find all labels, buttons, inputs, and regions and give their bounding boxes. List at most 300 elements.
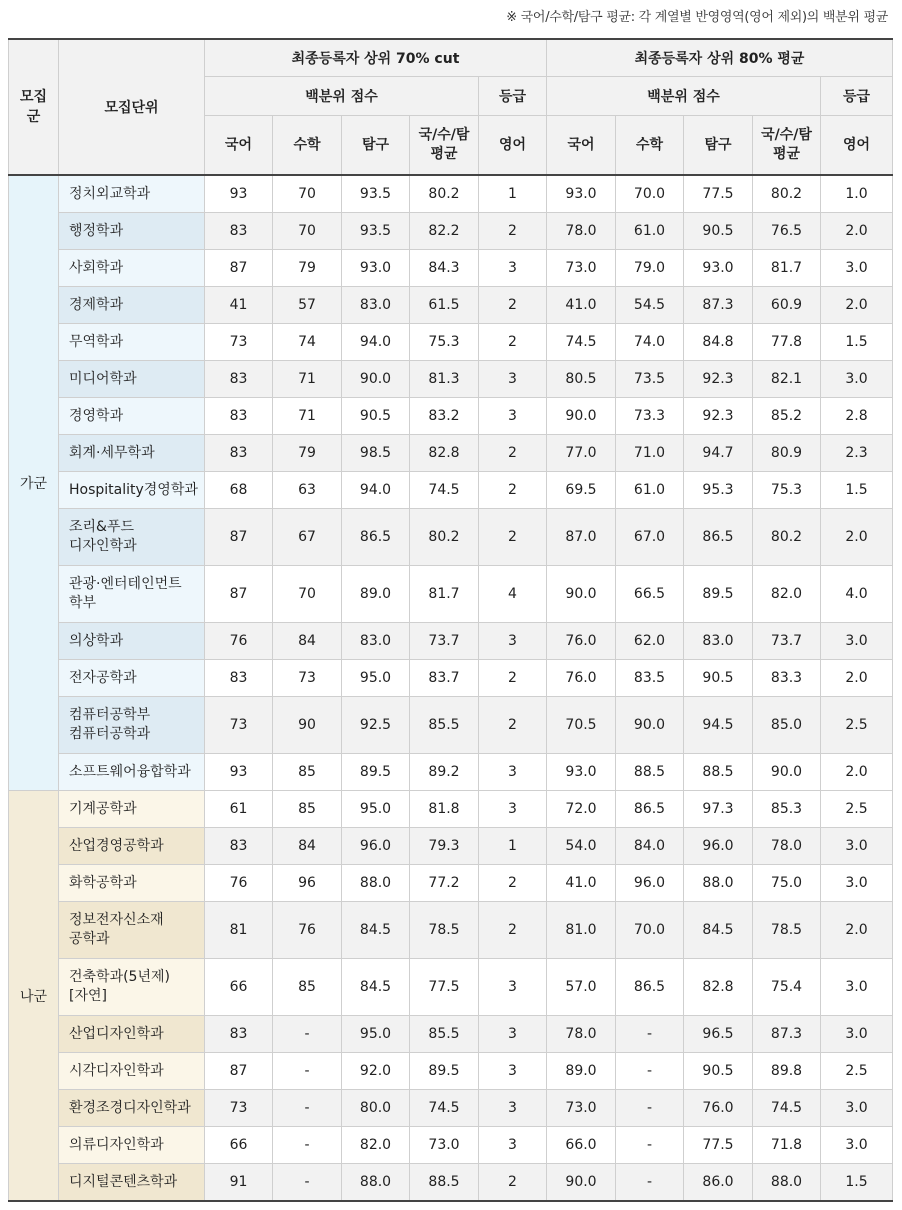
value-cell: 87 bbox=[205, 1053, 273, 1090]
table-row bbox=[9, 902, 893, 959]
value-cell: 90.5 bbox=[684, 213, 753, 250]
value-cell: 77.5 bbox=[684, 175, 753, 213]
value-cell: 85.5 bbox=[410, 697, 479, 754]
unit-cell: 전자공학과 bbox=[59, 660, 205, 697]
unit-cell: 의류디자인학과 bbox=[59, 1127, 205, 1164]
value-cell: 78.5 bbox=[410, 902, 479, 959]
value-cell: 84.3 bbox=[410, 250, 479, 287]
value-cell: 3.0 bbox=[821, 1090, 893, 1127]
unit-cell: 경제학과 bbox=[59, 287, 205, 324]
value-cell: 4.0 bbox=[821, 566, 893, 623]
value-cell: 77.8 bbox=[753, 324, 821, 361]
value-cell: 61 bbox=[205, 791, 273, 828]
unit-cell: 미디어학과 bbox=[59, 361, 205, 398]
value-cell: 2 bbox=[479, 287, 547, 324]
unit-cell: 디지털콘텐츠학과 bbox=[59, 1164, 205, 1202]
value-cell: 92.5 bbox=[342, 697, 410, 754]
value-cell: 90.0 bbox=[547, 398, 616, 435]
value-cell: 89.2 bbox=[410, 754, 479, 791]
value-cell: 98.5 bbox=[342, 435, 410, 472]
value-cell: 62.0 bbox=[616, 623, 684, 660]
unit-cell: 시각디자인학과 bbox=[59, 1053, 205, 1090]
value-cell: - bbox=[616, 1053, 684, 1090]
table-body bbox=[9, 175, 893, 1201]
value-cell: 57.0 bbox=[547, 959, 616, 1016]
value-cell: 2.0 bbox=[821, 213, 893, 250]
value-cell: 2 bbox=[479, 213, 547, 250]
table-row bbox=[9, 472, 893, 509]
value-cell: 77.0 bbox=[547, 435, 616, 472]
col-avg-80: 국/수/탐 평균 bbox=[753, 116, 821, 176]
value-cell: 73.7 bbox=[753, 623, 821, 660]
value-cell: 3 bbox=[479, 361, 547, 398]
value-cell: 78.0 bbox=[547, 1016, 616, 1053]
unit-header: 모집단위 bbox=[59, 39, 205, 175]
table-row bbox=[9, 435, 893, 472]
value-cell: 41.0 bbox=[547, 287, 616, 324]
value-cell: 90.5 bbox=[684, 1053, 753, 1090]
grade-header-80: 등급 bbox=[821, 77, 893, 116]
value-cell: 2.8 bbox=[821, 398, 893, 435]
value-cell: 2 bbox=[479, 902, 547, 959]
value-cell: 70 bbox=[273, 175, 342, 213]
value-cell: 2.3 bbox=[821, 435, 893, 472]
value-cell: 74 bbox=[273, 324, 342, 361]
unit-cell: 컴퓨터공학부 컴퓨터공학과 bbox=[59, 697, 205, 754]
value-cell: 88.5 bbox=[616, 754, 684, 791]
table-row bbox=[9, 865, 893, 902]
unit-cell: Hospitality경영학과 bbox=[59, 472, 205, 509]
value-cell: 2 bbox=[479, 865, 547, 902]
unit-cell: 사회학과 bbox=[59, 250, 205, 287]
value-cell: 82.1 bbox=[753, 361, 821, 398]
value-cell: 73 bbox=[205, 1090, 273, 1127]
value-cell: 86.5 bbox=[616, 959, 684, 1016]
value-cell: 83.7 bbox=[410, 660, 479, 697]
value-cell: 3.0 bbox=[821, 623, 893, 660]
value-cell: 85 bbox=[273, 959, 342, 1016]
value-cell: 61.5 bbox=[410, 287, 479, 324]
percentile-header-70: 백분위 점수 bbox=[205, 77, 479, 116]
value-cell: 2.0 bbox=[821, 509, 893, 566]
value-cell: 81.8 bbox=[410, 791, 479, 828]
value-cell: 86.5 bbox=[684, 509, 753, 566]
value-cell: 69.5 bbox=[547, 472, 616, 509]
value-cell: 71 bbox=[273, 398, 342, 435]
value-cell: 93 bbox=[205, 175, 273, 213]
value-cell: 2 bbox=[479, 660, 547, 697]
unit-cell: 행정학과 bbox=[59, 213, 205, 250]
value-cell: 82.0 bbox=[342, 1127, 410, 1164]
value-cell: 80.2 bbox=[753, 509, 821, 566]
value-cell: 2.0 bbox=[821, 902, 893, 959]
value-cell: 80.2 bbox=[410, 509, 479, 566]
value-cell: 3 bbox=[479, 1053, 547, 1090]
table-row bbox=[9, 175, 893, 213]
table-row bbox=[9, 398, 893, 435]
value-cell: 71.0 bbox=[616, 435, 684, 472]
table-row bbox=[9, 1016, 893, 1053]
value-cell: 90.5 bbox=[342, 398, 410, 435]
value-cell: 86.0 bbox=[684, 1164, 753, 1202]
unit-cell: 무역학과 bbox=[59, 324, 205, 361]
value-cell: 81.0 bbox=[547, 902, 616, 959]
table-row bbox=[9, 509, 893, 566]
value-cell: 83 bbox=[205, 660, 273, 697]
value-cell: 3 bbox=[479, 623, 547, 660]
value-cell: 3 bbox=[479, 1016, 547, 1053]
col-eng-80: 영어 bbox=[821, 116, 893, 176]
value-cell: 79.0 bbox=[616, 250, 684, 287]
value-cell: 95.0 bbox=[342, 660, 410, 697]
value-cell: 80.2 bbox=[410, 175, 479, 213]
value-cell: 83.2 bbox=[410, 398, 479, 435]
cut70-header: 최종등록자 상위 70% cut bbox=[205, 39, 547, 77]
table-row bbox=[9, 361, 893, 398]
value-cell: 88.0 bbox=[753, 1164, 821, 1202]
value-cell: 76 bbox=[205, 623, 273, 660]
value-cell: 90 bbox=[273, 697, 342, 754]
value-cell: 2.5 bbox=[821, 697, 893, 754]
value-cell: 78.5 bbox=[753, 902, 821, 959]
value-cell: 92.3 bbox=[684, 361, 753, 398]
value-cell: 73.0 bbox=[410, 1127, 479, 1164]
value-cell: 3.0 bbox=[821, 865, 893, 902]
value-cell: 89.5 bbox=[342, 754, 410, 791]
value-cell: 3.0 bbox=[821, 959, 893, 1016]
value-cell: 93.0 bbox=[547, 175, 616, 213]
value-cell: 73.7 bbox=[410, 623, 479, 660]
value-cell: 87 bbox=[205, 566, 273, 623]
value-cell: - bbox=[273, 1053, 342, 1090]
value-cell: - bbox=[273, 1164, 342, 1202]
value-cell: 77.5 bbox=[410, 959, 479, 1016]
value-cell: 74.5 bbox=[753, 1090, 821, 1127]
value-cell: 61.0 bbox=[616, 472, 684, 509]
value-cell: 75.4 bbox=[753, 959, 821, 1016]
value-cell: 96.0 bbox=[684, 828, 753, 865]
col-kor-80: 국어 bbox=[547, 116, 616, 176]
value-cell: 81 bbox=[205, 902, 273, 959]
value-cell: 66 bbox=[205, 959, 273, 1016]
value-cell: - bbox=[616, 1164, 684, 1202]
admission-score-table bbox=[8, 38, 893, 1202]
value-cell: 70.0 bbox=[616, 902, 684, 959]
value-cell: 3 bbox=[479, 754, 547, 791]
value-cell: 83 bbox=[205, 828, 273, 865]
value-cell: 90.0 bbox=[547, 566, 616, 623]
unit-cell: 관광·엔터테인먼트 학부 bbox=[59, 566, 205, 623]
value-cell: 63 bbox=[273, 472, 342, 509]
value-cell: 81.3 bbox=[410, 361, 479, 398]
value-cell: 84.5 bbox=[684, 902, 753, 959]
value-cell: 89.0 bbox=[547, 1053, 616, 1090]
table-row bbox=[9, 287, 893, 324]
table-row bbox=[9, 697, 893, 754]
value-cell: 3.0 bbox=[821, 1127, 893, 1164]
value-cell: - bbox=[273, 1090, 342, 1127]
value-cell: 71.8 bbox=[753, 1127, 821, 1164]
value-cell: - bbox=[616, 1090, 684, 1127]
unit-cell: 산업디자인학과 bbox=[59, 1016, 205, 1053]
value-cell: 66.5 bbox=[616, 566, 684, 623]
value-cell: 41.0 bbox=[547, 865, 616, 902]
value-cell: 73.5 bbox=[616, 361, 684, 398]
value-cell: 93.0 bbox=[684, 250, 753, 287]
value-cell: 76 bbox=[205, 865, 273, 902]
value-cell: 83.0 bbox=[342, 287, 410, 324]
value-cell: 2.0 bbox=[821, 754, 893, 791]
value-cell: 3 bbox=[479, 791, 547, 828]
unit-cell: 환경조경디자인학과 bbox=[59, 1090, 205, 1127]
value-cell: 1 bbox=[479, 175, 547, 213]
value-cell: 88.0 bbox=[684, 865, 753, 902]
value-cell: 73.3 bbox=[616, 398, 684, 435]
value-cell: 85 bbox=[273, 754, 342, 791]
value-cell: 3 bbox=[479, 959, 547, 1016]
value-cell: 91 bbox=[205, 1164, 273, 1202]
value-cell: 90.0 bbox=[547, 1164, 616, 1202]
table-row bbox=[9, 250, 893, 287]
value-cell: 88.0 bbox=[342, 865, 410, 902]
percentile-header-80: 백분위 점수 bbox=[547, 77, 821, 116]
value-cell: 88.5 bbox=[684, 754, 753, 791]
col-kor-70: 국어 bbox=[205, 116, 273, 176]
value-cell: 87.3 bbox=[753, 1016, 821, 1053]
value-cell: 3 bbox=[479, 1127, 547, 1164]
value-cell: 89.8 bbox=[753, 1053, 821, 1090]
value-cell: 83 bbox=[205, 213, 273, 250]
value-cell: 81.7 bbox=[753, 250, 821, 287]
value-cell: 3 bbox=[479, 398, 547, 435]
value-cell: 68 bbox=[205, 472, 273, 509]
value-cell: 79.3 bbox=[410, 828, 479, 865]
value-cell: - bbox=[273, 1127, 342, 1164]
value-cell: 97.3 bbox=[684, 791, 753, 828]
value-cell: 70.0 bbox=[616, 175, 684, 213]
table-row bbox=[9, 213, 893, 250]
value-cell: 84.0 bbox=[616, 828, 684, 865]
value-cell: 84 bbox=[273, 828, 342, 865]
unit-cell: 기계공학과 bbox=[59, 791, 205, 828]
table-row bbox=[9, 791, 893, 828]
table-row bbox=[9, 324, 893, 361]
value-cell: 83.0 bbox=[342, 623, 410, 660]
value-cell: 3 bbox=[479, 1090, 547, 1127]
value-cell: 87.0 bbox=[547, 509, 616, 566]
value-cell: 93.0 bbox=[547, 754, 616, 791]
table-row bbox=[9, 959, 893, 1016]
value-cell: 66.0 bbox=[547, 1127, 616, 1164]
value-cell: 89.5 bbox=[410, 1053, 479, 1090]
value-cell: 83 bbox=[205, 1016, 273, 1053]
value-cell: 73.0 bbox=[547, 250, 616, 287]
value-cell: 85.2 bbox=[753, 398, 821, 435]
value-cell: 2.5 bbox=[821, 791, 893, 828]
value-cell: 2 bbox=[479, 472, 547, 509]
table-row bbox=[9, 1127, 893, 1164]
value-cell: 84.5 bbox=[342, 902, 410, 959]
table-row bbox=[9, 660, 893, 697]
value-cell: 89.5 bbox=[684, 566, 753, 623]
col-eng-70: 영어 bbox=[479, 116, 547, 176]
value-cell: 61.0 bbox=[616, 213, 684, 250]
value-cell: 1.5 bbox=[821, 472, 893, 509]
value-cell: 85.0 bbox=[753, 697, 821, 754]
value-cell: 57 bbox=[273, 287, 342, 324]
value-cell: 2 bbox=[479, 509, 547, 566]
value-cell: 74.5 bbox=[410, 1090, 479, 1127]
value-cell: 2 bbox=[479, 1164, 547, 1202]
unit-cell: 조리&푸드 디자인학과 bbox=[59, 509, 205, 566]
unit-cell: 경영학과 bbox=[59, 398, 205, 435]
value-cell: 2.0 bbox=[821, 660, 893, 697]
group-cell: 나군 bbox=[9, 791, 59, 1202]
value-cell: 73 bbox=[205, 324, 273, 361]
value-cell: 41 bbox=[205, 287, 273, 324]
value-cell: 80.0 bbox=[342, 1090, 410, 1127]
value-cell: 54.5 bbox=[616, 287, 684, 324]
value-cell: 71 bbox=[273, 361, 342, 398]
value-cell: 82.2 bbox=[410, 213, 479, 250]
value-cell: 82.8 bbox=[410, 435, 479, 472]
value-cell: 1.5 bbox=[821, 324, 893, 361]
value-cell: - bbox=[616, 1127, 684, 1164]
value-cell: 54.0 bbox=[547, 828, 616, 865]
value-cell: 2.0 bbox=[821, 287, 893, 324]
value-cell: 66 bbox=[205, 1127, 273, 1164]
footnote: ※ 국어/수학/탐구 평균: 각 계열별 반영영역(영어 제외)의 백분위 평균 bbox=[506, 10, 888, 25]
value-cell: 3 bbox=[479, 250, 547, 287]
value-cell: 78.0 bbox=[753, 828, 821, 865]
value-cell: 77.2 bbox=[410, 865, 479, 902]
col-avg-70: 국/수/탐 평균 bbox=[410, 116, 479, 176]
unit-cell: 회계·세무학과 bbox=[59, 435, 205, 472]
table-row bbox=[9, 754, 893, 791]
value-cell: 96.0 bbox=[616, 865, 684, 902]
value-cell: 93.0 bbox=[342, 250, 410, 287]
value-cell: 94.5 bbox=[684, 697, 753, 754]
group-cell: 가군 bbox=[9, 175, 59, 791]
value-cell: 75.0 bbox=[753, 865, 821, 902]
value-cell: 76.0 bbox=[684, 1090, 753, 1127]
value-cell: 80.9 bbox=[753, 435, 821, 472]
col-explore-80: 탐구 bbox=[684, 116, 753, 176]
value-cell: 84 bbox=[273, 623, 342, 660]
col-math-80: 수학 bbox=[616, 116, 684, 176]
value-cell: 86.5 bbox=[616, 791, 684, 828]
value-cell: 87 bbox=[205, 509, 273, 566]
value-cell: 82.8 bbox=[684, 959, 753, 1016]
value-cell: 96.0 bbox=[342, 828, 410, 865]
value-cell: 85.5 bbox=[410, 1016, 479, 1053]
value-cell: 96 bbox=[273, 865, 342, 902]
value-cell: 73 bbox=[273, 660, 342, 697]
value-cell: 60.9 bbox=[753, 287, 821, 324]
value-cell: 2.5 bbox=[821, 1053, 893, 1090]
value-cell: 75.3 bbox=[410, 324, 479, 361]
value-cell: 3.0 bbox=[821, 361, 893, 398]
value-cell: 76.0 bbox=[547, 623, 616, 660]
value-cell: 90.5 bbox=[684, 660, 753, 697]
value-cell: 85 bbox=[273, 791, 342, 828]
value-cell: 94.7 bbox=[684, 435, 753, 472]
unit-cell: 건축학과(5년제) [자연] bbox=[59, 959, 205, 1016]
value-cell: 73 bbox=[205, 697, 273, 754]
value-cell: 75.3 bbox=[753, 472, 821, 509]
value-cell: 96.5 bbox=[684, 1016, 753, 1053]
value-cell: 80.2 bbox=[753, 175, 821, 213]
table-row bbox=[9, 1090, 893, 1127]
table-row bbox=[9, 1164, 893, 1202]
value-cell: 92.0 bbox=[342, 1053, 410, 1090]
value-cell: 70 bbox=[273, 566, 342, 623]
value-cell: 87.3 bbox=[684, 287, 753, 324]
value-cell: 89.0 bbox=[342, 566, 410, 623]
value-cell: 83.5 bbox=[616, 660, 684, 697]
value-cell: 83 bbox=[205, 361, 273, 398]
value-cell: 84.8 bbox=[684, 324, 753, 361]
value-cell: 78.0 bbox=[547, 213, 616, 250]
table-header bbox=[9, 39, 893, 175]
value-cell: 77.5 bbox=[684, 1127, 753, 1164]
value-cell: 2 bbox=[479, 435, 547, 472]
value-cell: 95.0 bbox=[342, 791, 410, 828]
value-cell: 90.0 bbox=[342, 361, 410, 398]
value-cell: 67 bbox=[273, 509, 342, 566]
value-cell: 3.0 bbox=[821, 250, 893, 287]
unit-cell: 화학공학과 bbox=[59, 865, 205, 902]
unit-cell: 정치외교학과 bbox=[59, 175, 205, 213]
unit-cell: 정보전자신소재 공학과 bbox=[59, 902, 205, 959]
value-cell: 3.0 bbox=[821, 828, 893, 865]
value-cell: 83.3 bbox=[753, 660, 821, 697]
value-cell: 93.5 bbox=[342, 213, 410, 250]
table-row bbox=[9, 828, 893, 865]
value-cell: 90.0 bbox=[616, 697, 684, 754]
value-cell: 80.5 bbox=[547, 361, 616, 398]
value-cell: 73.0 bbox=[547, 1090, 616, 1127]
value-cell: 93 bbox=[205, 754, 273, 791]
value-cell: 79 bbox=[273, 435, 342, 472]
value-cell: 81.7 bbox=[410, 566, 479, 623]
table-row bbox=[9, 623, 893, 660]
value-cell: 70.5 bbox=[547, 697, 616, 754]
value-cell: 85.3 bbox=[753, 791, 821, 828]
value-cell: 88.5 bbox=[410, 1164, 479, 1202]
value-cell: 74.5 bbox=[547, 324, 616, 361]
value-cell: 4 bbox=[479, 566, 547, 623]
value-cell: 79 bbox=[273, 250, 342, 287]
value-cell: 1.5 bbox=[821, 1164, 893, 1202]
unit-cell: 산업경영공학과 bbox=[59, 828, 205, 865]
value-cell: 83.0 bbox=[684, 623, 753, 660]
value-cell: 1.0 bbox=[821, 175, 893, 213]
value-cell: 72.0 bbox=[547, 791, 616, 828]
value-cell: 74.0 bbox=[616, 324, 684, 361]
value-cell: 92.3 bbox=[684, 398, 753, 435]
value-cell: 3.0 bbox=[821, 1016, 893, 1053]
value-cell: 1 bbox=[479, 828, 547, 865]
group-header: 모집 군 bbox=[9, 39, 59, 175]
value-cell: 90.0 bbox=[753, 754, 821, 791]
value-cell: 95.0 bbox=[342, 1016, 410, 1053]
value-cell: 83 bbox=[205, 398, 273, 435]
value-cell: 74.5 bbox=[410, 472, 479, 509]
col-math-70: 수학 bbox=[273, 116, 342, 176]
value-cell: - bbox=[273, 1016, 342, 1053]
value-cell: 83 bbox=[205, 435, 273, 472]
